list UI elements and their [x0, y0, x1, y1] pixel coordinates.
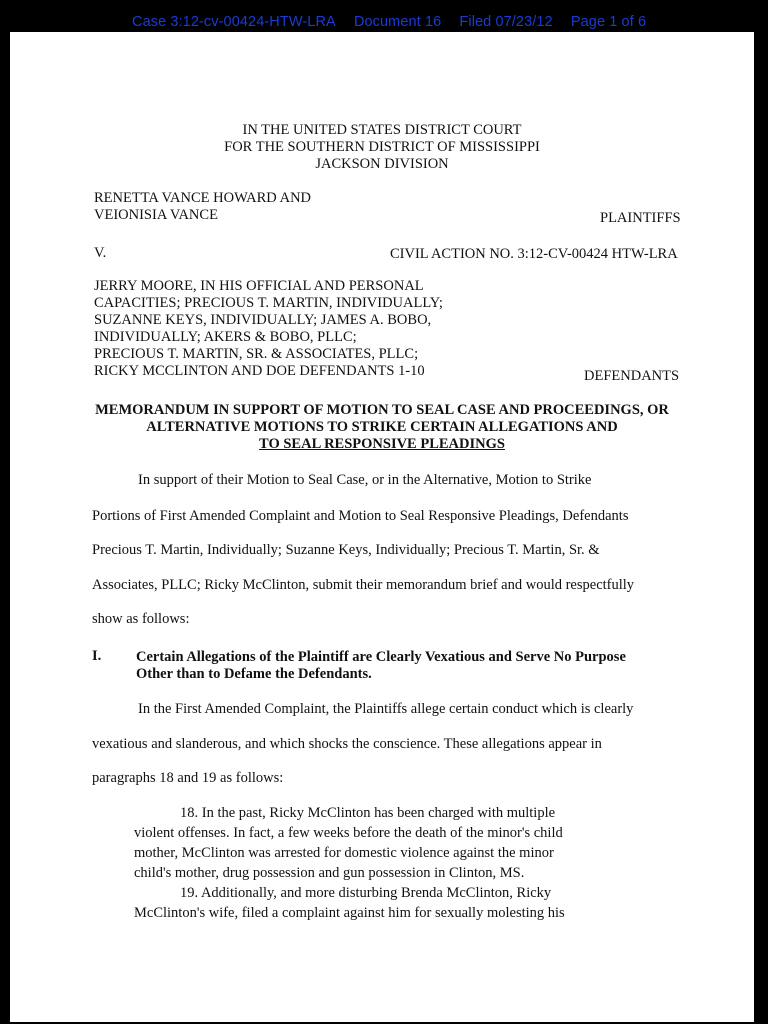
court-name-line1: IN THE UNITED STATES DISTRICT COURT: [242, 122, 522, 138]
court-name-line2: FOR THE SOUTHERN DISTRICT OF MISSISSIPPI: [224, 139, 540, 155]
quote-line: McClinton's wife, filed a complaint against him for sexually molesting his: [134, 905, 565, 921]
court-division: JACKSON DIVISION: [315, 156, 449, 172]
defendants-label: DEFENDANTS: [584, 368, 680, 384]
document-number: Document 16: [353, 14, 442, 30]
page-number: Page 1 of 6: [570, 14, 647, 30]
defendants-line: CAPACITIES; PRECIOUS T. MARTIN, INDIVIDUALLY;: [94, 295, 443, 311]
intro-line: Associates, PLLC; Ricky McClinton, submit their memorandum brief and would respectfully: [92, 577, 635, 593]
document-title-line3: TO SEAL RESPONSIVE PLEADINGS: [259, 436, 505, 452]
quote-line: 19. Additionally, and more disturbing Brenda McClinton, Ricky: [180, 885, 552, 901]
defendants-line: JERRY MOORE, IN HIS OFFICIAL AND PERSONAL: [94, 278, 424, 294]
document-title-line1: MEMORANDUM IN SUPPORT OF MOTION TO SEAL CASE AND PROCEEDINGS, OR: [95, 402, 669, 418]
versus: V.: [94, 245, 107, 261]
document-title-line3-wrap: [10, 436, 754, 453]
plaintiffs-name-line1: RENETTA VANCE HOWARD AND: [94, 190, 312, 206]
defendants-line: SUZANNE KEYS, INDIVIDUALLY; JAMES A. BOBO,: [94, 312, 432, 328]
plaintiffs-label: PLAINTIFFS: [600, 210, 681, 226]
defendants-line: RICKY MCCLINTON AND DOE DEFENDANTS 1-10: [94, 363, 425, 379]
defendants-line: INDIVIDUALLY; AKERS & BOBO, PLLC;: [94, 329, 357, 345]
section-heading-line1: Certain Allegations of the Plaintiff are Clearly Vexatious and Serve No Purpose: [136, 649, 626, 665]
civil-action-number: CIVIL ACTION NO. 3:12-CV-00424 HTW-LRA: [390, 246, 678, 262]
quote-line: child's mother, drug possession and gun possession in Clinton, MS.: [134, 865, 525, 881]
body-line: vexatious and slanderous, and which shocks the conscience. These allegations appear in: [92, 736, 602, 752]
quote-line: violent offenses. In fact, a few weeks before the death of the minor's child: [134, 825, 563, 841]
quote-line: 18. In the past, Ricky McClinton has been charged with multiple: [180, 805, 556, 821]
defendants-line: PRECIOUS T. MARTIN, SR. & ASSOCIATES, PLLC;: [94, 346, 419, 362]
body-line: paragraphs 18 and 19 as follows:: [92, 770, 284, 786]
quote-line: mother, McClinton was arrested for domestic violence against the minor: [134, 845, 554, 861]
section-number: I.: [92, 648, 102, 664]
intro-line: Precious T. Martin, Individually; Suzanne Keys, Individually; Precious T. Martin, Sr. &: [92, 542, 600, 558]
body-line: In the First Amended Complaint, the Plaintiffs allege certain conduct which is clearly: [138, 701, 634, 717]
intro-line: show as follows:: [92, 611, 190, 627]
document-title-line2: ALTERNATIVE MOTIONS TO STRIKE CERTAIN ALLEGATIONS AND: [146, 419, 618, 435]
document-page: [10, 32, 754, 1022]
section-heading-line2: Other than to Defame the Defendants.: [136, 666, 372, 682]
plaintiffs-name-line2: VEIONISIA VANCE: [94, 207, 218, 223]
case-number: Case 3:12-cv-00424-HTW-LRA: [132, 14, 336, 30]
intro-line: Portions of First Amended Complaint and Motion to Seal Responsive Pleadings, Defendants: [92, 508, 629, 524]
filing-header: [132, 14, 660, 30]
filed-date: Filed 07/23/12: [459, 14, 553, 30]
intro-line: In support of their Motion to Seal Case, or in the Alternative, Motion to Strike: [138, 472, 592, 488]
